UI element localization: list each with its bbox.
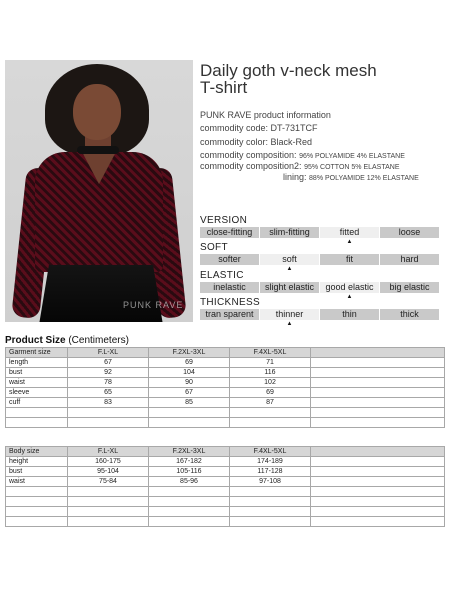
attribute-option: loose xyxy=(380,227,439,238)
table-cell: 69 xyxy=(149,358,230,368)
attribute-soft xyxy=(200,242,440,272)
table-cell xyxy=(230,487,311,497)
table-cell: F.4XL-5XL xyxy=(230,447,311,457)
table-row xyxy=(6,477,445,487)
table-cell-empty xyxy=(311,408,445,418)
table-cell-empty xyxy=(311,497,445,507)
table-cell: F.2XL-3XL xyxy=(149,447,230,457)
table-cell: 117-128 xyxy=(230,467,311,477)
photo-skirt xyxy=(39,265,163,322)
table-cell xyxy=(149,497,230,507)
composition-label: commodity composition: xyxy=(200,150,297,160)
table-cell-empty xyxy=(311,507,445,517)
table-row-label xyxy=(6,408,68,418)
commodity-code: commodity code: DT-731TCF xyxy=(200,123,318,133)
table-cell xyxy=(68,507,149,517)
attribute-elastic xyxy=(200,270,440,300)
table-row xyxy=(6,378,445,388)
table-cell: 102 xyxy=(230,378,311,388)
table-cell: 83 xyxy=(68,398,149,408)
product-photo xyxy=(5,60,193,322)
selected-marker-icon: ▲ xyxy=(346,239,353,245)
table-cell: 78 xyxy=(68,378,149,388)
table-cell xyxy=(149,487,230,497)
table-cell-empty xyxy=(311,368,445,378)
table-cell: F.2XL-3XL xyxy=(149,348,230,358)
table-cell xyxy=(68,517,149,527)
table-row xyxy=(6,408,445,418)
selected-marker-icon: ▲ xyxy=(346,294,353,300)
table-cell: 65 xyxy=(68,388,149,398)
table-row-label: length xyxy=(6,358,68,368)
table-row-label: Garment size xyxy=(6,348,68,358)
attribute-option: big elastic xyxy=(380,282,439,293)
product-size-heading xyxy=(5,335,129,346)
composition-value: 96% POLYAMIDE 4% ELASTANE xyxy=(299,153,405,160)
attribute-option: fitted xyxy=(320,227,379,238)
table-row xyxy=(6,368,445,378)
table-header-row xyxy=(6,348,445,358)
composition2-value: 95% COTTON 5% ELASTANE xyxy=(304,164,400,171)
product-title-line1: Daily goth v-neck mesh xyxy=(200,61,377,80)
photo-vneck xyxy=(81,150,117,184)
garment-size-table xyxy=(5,347,445,428)
product-title-line2: T-shirt xyxy=(200,78,248,97)
table-cell xyxy=(230,517,311,527)
lining xyxy=(283,172,419,182)
table-row xyxy=(6,517,445,527)
table-cell-empty xyxy=(311,418,445,428)
table-cell: 85 xyxy=(149,398,230,408)
table-row-label xyxy=(6,517,68,527)
lining-value: 88% POLYAMIDE 12% ELASTANE xyxy=(309,175,419,182)
attribute-option: softer xyxy=(200,254,259,265)
table-cell-empty xyxy=(311,467,445,477)
commodity-color: commodity color: Black-Red xyxy=(200,137,313,147)
attribute-label: ELASTIC xyxy=(200,270,244,281)
selected-marker-icon: ▲ xyxy=(286,321,293,327)
attribute-option: slim-fitting xyxy=(260,227,319,238)
attribute-options xyxy=(200,254,440,272)
table-row-label xyxy=(6,497,68,507)
table-cell-empty xyxy=(311,447,445,457)
table-row xyxy=(6,358,445,368)
attribute-option: close-fitting xyxy=(200,227,259,238)
photo-watermark: PUNK RAVE xyxy=(123,300,184,310)
table-cell xyxy=(149,507,230,517)
product-size-unit: (Centimeters) xyxy=(65,335,129,346)
table-cell: 67 xyxy=(149,388,230,398)
table-row-label: bust xyxy=(6,467,68,477)
attribute-thickness xyxy=(200,297,440,327)
table-cell: 105-116 xyxy=(149,467,230,477)
table-row-label: waist xyxy=(6,477,68,487)
table-cell xyxy=(68,418,149,428)
attribute-options xyxy=(200,309,440,327)
table-cell: 104 xyxy=(149,368,230,378)
table-cell: 116 xyxy=(230,368,311,378)
table-row xyxy=(6,507,445,517)
table-cell: 87 xyxy=(230,398,311,408)
attribute-option: tran sparent xyxy=(200,309,259,320)
attribute-option: inelastic xyxy=(200,282,259,293)
body-size-table xyxy=(5,446,445,527)
table-row-label xyxy=(6,487,68,497)
table-cell: 75-84 xyxy=(68,477,149,487)
table-row xyxy=(6,497,445,507)
table-row xyxy=(6,487,445,497)
table-row-label: Body size xyxy=(6,447,68,457)
table-cell xyxy=(149,418,230,428)
commodity-composition2 xyxy=(200,161,400,171)
table-cell: 95-104 xyxy=(68,467,149,477)
attribute-label: THICKNESS xyxy=(200,297,260,308)
table-row-label xyxy=(6,507,68,517)
table-cell-empty xyxy=(311,487,445,497)
table-row xyxy=(6,388,445,398)
table-row-label: waist xyxy=(6,378,68,388)
table-cell: 69 xyxy=(230,388,311,398)
table-cell: 160-175 xyxy=(68,457,149,467)
photo-choker xyxy=(77,146,119,154)
table-cell: 71 xyxy=(230,358,311,368)
table-cell xyxy=(230,418,311,428)
table-row-label: height xyxy=(6,457,68,467)
attribute-option: good elastic xyxy=(320,282,379,293)
attribute-option: thick xyxy=(380,309,439,320)
table-row xyxy=(6,418,445,428)
table-cell: F.L-XL xyxy=(68,348,149,358)
table-cell-empty xyxy=(311,378,445,388)
product-title xyxy=(200,62,440,96)
commodity-composition xyxy=(200,150,405,160)
table-cell xyxy=(149,408,230,418)
table-cell-empty xyxy=(311,477,445,487)
table-cell-empty xyxy=(311,457,445,467)
table-cell: 174-189 xyxy=(230,457,311,467)
table-cell-empty xyxy=(311,517,445,527)
table-row-label: bust xyxy=(6,368,68,378)
table-cell xyxy=(68,408,149,418)
photo-face xyxy=(73,84,121,140)
table-cell: 90 xyxy=(149,378,230,388)
attribute-options xyxy=(200,227,440,245)
table-row xyxy=(6,398,445,408)
lining-label: lining: xyxy=(283,172,307,182)
table-row xyxy=(6,467,445,477)
table-cell: 92 xyxy=(68,368,149,378)
table-cell xyxy=(230,408,311,418)
table-row-label xyxy=(6,418,68,428)
table-cell xyxy=(230,497,311,507)
composition2-label: commodity composition2: xyxy=(200,161,302,171)
attribute-option: thinner xyxy=(260,309,319,320)
attribute-label: VERSION xyxy=(200,215,248,226)
table-cell: 85-96 xyxy=(149,477,230,487)
table-row-label: cuff xyxy=(6,398,68,408)
table-cell-empty xyxy=(311,358,445,368)
info-heading: PUNK RAVE product information xyxy=(200,110,331,120)
table-cell: F.4XL-5XL xyxy=(230,348,311,358)
table-cell-empty xyxy=(311,348,445,358)
selected-marker-icon: ▲ xyxy=(286,266,293,272)
attribute-option: hard xyxy=(380,254,439,265)
attribute-option: fit xyxy=(320,254,379,265)
attribute-option: thin xyxy=(320,309,379,320)
table-header-row xyxy=(6,447,445,457)
table-cell xyxy=(68,487,149,497)
table-cell xyxy=(149,517,230,527)
table-cell: 97-108 xyxy=(230,477,311,487)
attribute-options xyxy=(200,282,440,300)
attribute-version xyxy=(200,215,440,245)
table-cell-empty xyxy=(311,398,445,408)
product-size-bold: Product Size xyxy=(5,335,66,346)
attribute-option: slight elastic xyxy=(260,282,319,293)
table-row-label: sleeve xyxy=(6,388,68,398)
table-cell: 167-182 xyxy=(149,457,230,467)
attribute-label: SOFT xyxy=(200,242,228,253)
table-cell xyxy=(230,507,311,517)
table-cell xyxy=(68,497,149,507)
table-cell: F.L-XL xyxy=(68,447,149,457)
table-cell: 67 xyxy=(68,358,149,368)
table-cell-empty xyxy=(311,388,445,398)
attribute-option: soft xyxy=(260,254,319,265)
table-row xyxy=(6,457,445,467)
